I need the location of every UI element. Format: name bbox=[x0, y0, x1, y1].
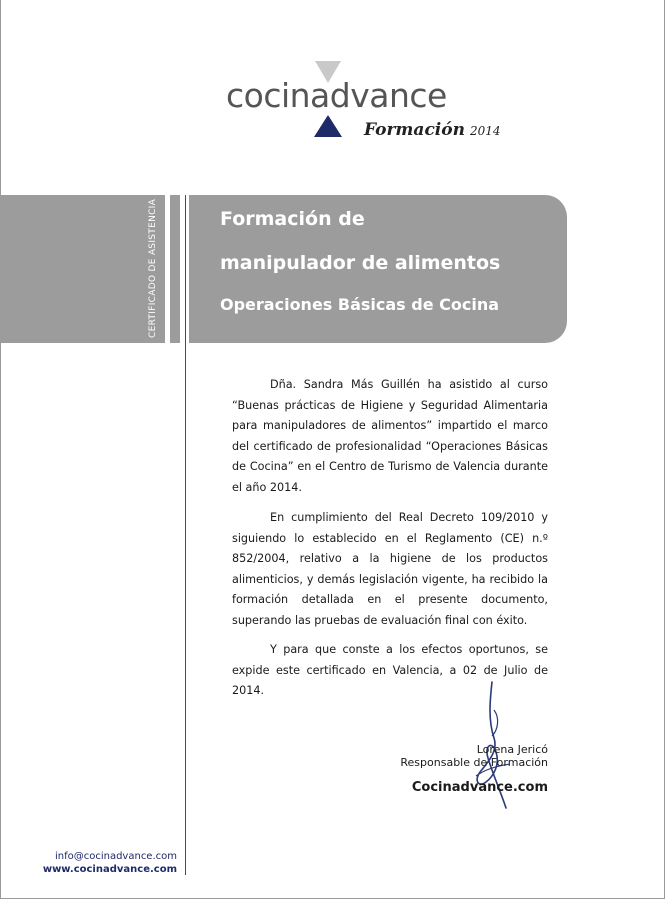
company-name: Cocinadvance.com bbox=[411, 780, 548, 795]
logo-triangle-bottom-icon bbox=[314, 115, 342, 137]
signer-role: Responsable de Formación bbox=[400, 756, 548, 769]
title-line-1: Formación de bbox=[220, 208, 365, 230]
vertical-divider bbox=[185, 195, 186, 875]
band-separator bbox=[180, 195, 188, 343]
title-line-2: manipulador de alimentos bbox=[220, 252, 501, 274]
paragraph-attendance: Dña. Sandra Más Guillén ha asistido al curso “Buenas prácticas de Higiene y Seguridad Alimentaria para manipuladores de alimentos” impartido el marco del certificado de profesionalidad “Operaciones Básicas de Cocina” en el Centro de Turismo de Valencia durante el año 2014. bbox=[232, 378, 548, 494]
logo-subtitle-text: Formación bbox=[364, 120, 465, 140]
certificate-type-label: CERTIFICADO DE ASISTENCIA bbox=[148, 198, 158, 338]
course-subtitle: Operaciones Básicas de Cocina bbox=[220, 295, 500, 314]
logo-wordmark: cocinadvance bbox=[226, 76, 447, 115]
signer-name: Lorena Jericó bbox=[476, 743, 548, 756]
paragraph-issuance: Y para que conste a los efectos oportunos, se expide este certificado en Valencia, a 02 de Julio de 2014. bbox=[232, 643, 548, 697]
paragraph-compliance: En cumplimiento del Real Decreto 109/2010 y siguiendo lo establecido en el Reglamento (CE) n.º 852/2004, relativo a la higiene de los productos alimenticios, y demás legislación vigente, ha recibido la formación detallada en el presente documento, superando las pruebas de evaluación final con éxito. bbox=[232, 511, 548, 627]
logo-year: 2014 bbox=[469, 124, 501, 138]
band-strip bbox=[170, 195, 180, 343]
footer-email-link[interactable]: info@cocinadvance.com bbox=[54, 851, 177, 862]
logo-subtitle bbox=[364, 120, 501, 140]
footer-website-link[interactable]: www.cocinadvance.com bbox=[42, 864, 177, 875]
